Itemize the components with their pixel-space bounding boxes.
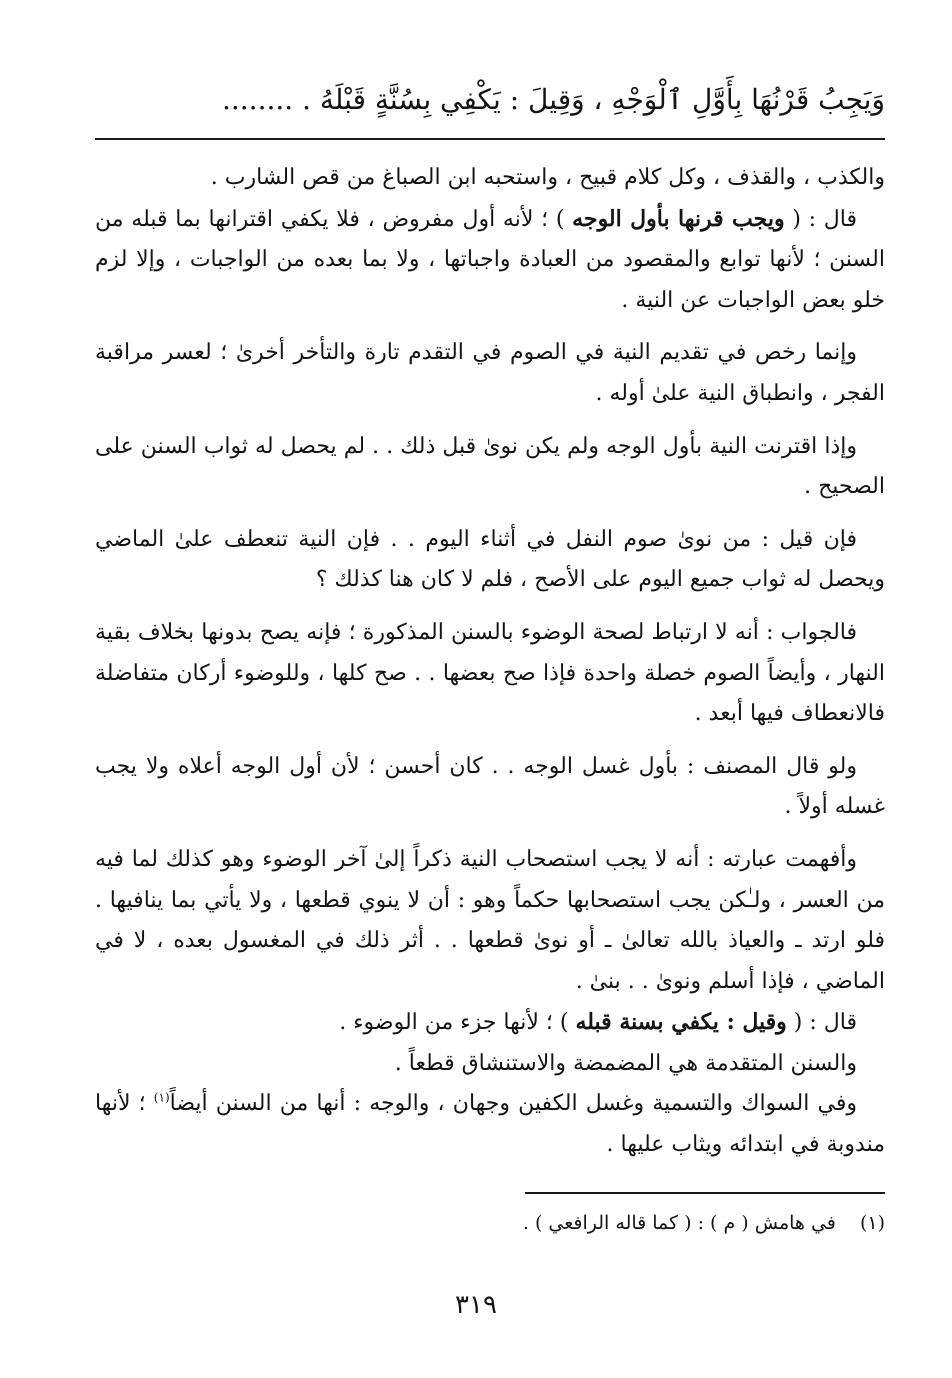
paragraph-5-text: فإن قيل : من نوىٰ صوم النفل في أثناء اليوم . . فإن النية تنعطف علىٰ الماضي ويحصل له ثواب جميع اليوم على الأصح ، فلم لا كان هنا كذلك ؟ <box>95 526 885 593</box>
paragraph-7 <box>95 747 885 828</box>
page-number: ٣١٩ <box>455 1290 497 1320</box>
paragraph-4-text: وإذا اقترنت النية بأول الوجه ولم يكن نوىٰ قبل ذلك . . لم يحصل له ثواب السنن على الصحيح . <box>95 433 885 500</box>
footnote-text: في هامش ( م ) : ( كما قاله الرافعي ) . <box>522 1211 836 1234</box>
header-text: وَيَجِبُ قَرْنُهَا بِأَوَّلِ ٱلْوَجْهِ ، وَقِيلَ : يَكْفِي بِسُنَّةٍ قَبْلَهُ . <box>302 83 885 116</box>
document-page <box>95 70 885 1238</box>
paragraph-2-post: ) ؛ لأنه أول مفروض ، فلا يكفي اقترانها بما قبله من السنن ؛ لأنها توابع والمقصود من العبادة واجباتها ، ولا بما بعده من الواجبات ، وإلا لزم خلو بعض الواجبات عن النية . <box>95 206 885 313</box>
paragraph-7-text: ولو قال المصنف : بأول غسل الوجه . . كان أحسن ؛ لأن أول الوجه أعلاه ولا يجب غسله أولاً . <box>95 753 885 820</box>
footnote <box>95 1208 885 1238</box>
paragraph-6 <box>95 613 885 735</box>
paragraph-11-post: ؛ لأنها مندوبة في ابتدائه ويثاب عليها . <box>95 1091 885 1158</box>
body-text <box>95 158 885 1166</box>
matn-quote-1: ويجب قرنها بأول الوجه <box>572 205 785 232</box>
paragraph-11-pre: وفي السواك والتسمية وغسل الكفين وجهان ، والوجه : أنها من السنن أيضاً <box>169 1091 857 1117</box>
paragraph-9-pre: قال : ( <box>786 1010 857 1036</box>
footnote-number: (١) <box>859 1211 885 1234</box>
paragraph-9 <box>95 1002 885 1044</box>
paragraph-10-text: والسنن المتقدمة هي المضمضة والاستنشاق قطعاً . <box>394 1050 857 1076</box>
paragraph-2 <box>95 199 885 322</box>
paragraph-2-pre: قال : ( <box>784 206 857 232</box>
paragraph-1-text: والكذب ، والقذف ، وكل كلام قبيح ، واستحبه ابن الصباغ من قص الشارب . <box>210 165 885 190</box>
paragraph-6-text: فالجواب : أنه لا ارتباط لصحة الوضوء بالسنن المذكورة ؛ فإنه يصح بدونها بخلاف بقية النهار ، وأيضاً الصوم خصلة واحدة فإذا صح بعضها . . صح كلها ، وللوضوء أركان متفاضلة فالانعطاف فيها أبعد . <box>95 619 885 727</box>
paragraph-4 <box>95 427 885 508</box>
header-rule <box>95 138 885 140</box>
paragraph-5 <box>95 520 885 601</box>
running-header <box>95 70 885 130</box>
matn-quote-2: وقيل : يكفي بسنة قبله <box>575 1009 787 1036</box>
footnote-rule <box>525 1192 885 1194</box>
paragraph-1 <box>95 158 885 199</box>
paragraph-8-text: وأفهمت عبارته : أنه لا يجب استصحاب النية ذكراً إلىٰ آخر الوضوء وهو كذلك لما فيه من العسر ، ولـٰكن يجب استصحابها حكماً وهو : أن لا ينوي قطعها ، ولا يأتي بما ينافيها . فلو ارتد ـ والعياذ بالله تعالىٰ ـ أو نوىٰ قطعها . . أثر ذلك في المغسول بعده ، لا في الماضي ، فإذا أسلم ونوىٰ . . بنىٰ . <box>95 846 885 994</box>
paragraph-10 <box>95 1044 885 1085</box>
paragraph-3 <box>95 333 885 414</box>
header-dots: ........ <box>221 83 294 116</box>
paragraph-9-post: ) ؛ لأنها جزء من الوضوء . <box>339 1010 576 1036</box>
paragraph-8 <box>95 840 885 1002</box>
footnote-marker[interactable]: (١) <box>153 1091 170 1106</box>
paragraph-11 <box>95 1084 885 1165</box>
paragraph-3-text: وإنما رخص في تقديم النية في الصوم في التقدم تارة والتأخر أخرىٰ ؛ لعسر مراقبة الفجر ، وانطباق النية علىٰ أوله . <box>95 340 885 406</box>
